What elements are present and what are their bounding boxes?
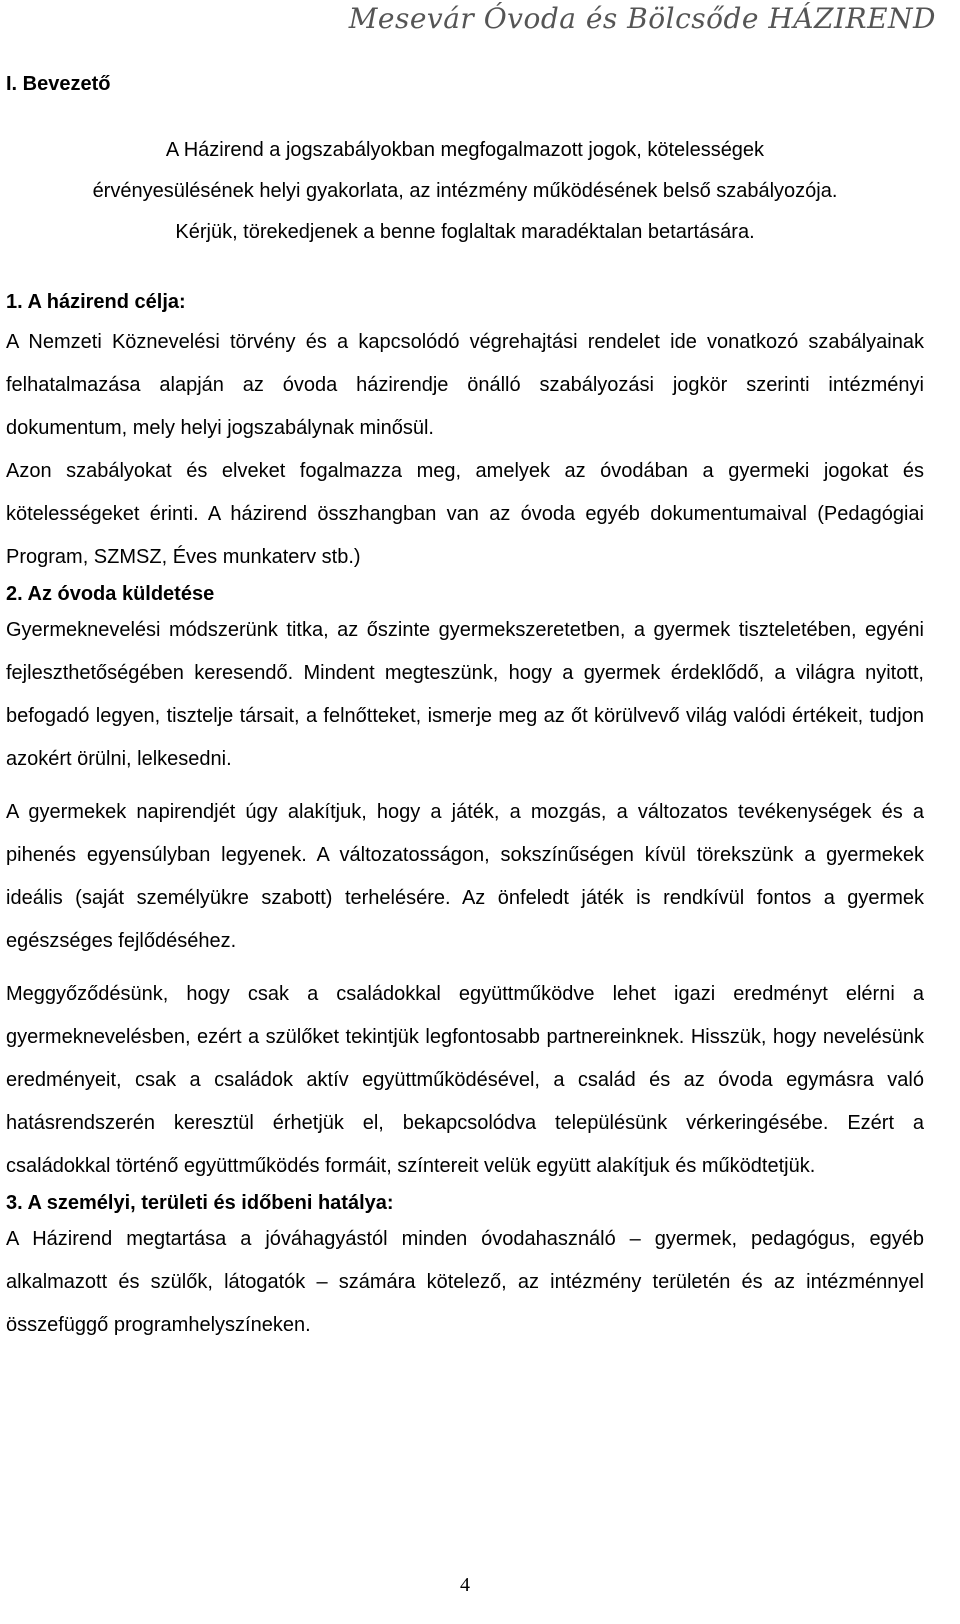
- subsection-heading-1: 1. A házirend célja:: [6, 291, 186, 313]
- subsection-heading-2: 2. Az óvoda küldetése: [6, 583, 215, 605]
- page-number: 4: [460, 1574, 470, 1596]
- paragraph: Azon szabályokat és elveket fogalmazza meg, amelyek az óvodában a gyermeki jogokat és kötelességeket érinti. A házirend összhangban van az óvoda egyéb dokumentumaival (Pedagógiai Program, SZMSZ, Éves munkaterv stb.): [6, 460, 924, 568]
- intro-line: érvényesülésének helyi gyakorlata, az intézmény működésének belső szabályozója.: [92, 180, 838, 202]
- paragraph: A Nemzeti Köznevelési törvény és a kapcsolódó végrehajtási rendelet ide vonatkozó szabályainak felhatalmazása alapján az óvoda házirendje önálló szabályozási jogkör szerinti intézményi dokumentum, mely helyi jogszabálynak minősül.: [6, 331, 924, 439]
- paragraph: Meggyőződésünk, hogy csak a családokkal együttműködve lehet igazi eredményt elérni a gyermeknevelésben, ezért a szülőket tekintjük legfontosabb partnereinknek. Hisszük, hogy nevelésünk eredményeit, csak a családok aktív együttműködésével, a család és az óvoda egymásra való hatásrendszerén keresztül érhetjük el, bekapcsolódva településünk vérkeringésébe. Ezért a családokkal történő együttműködés formáit, színtereit velük együtt alakítjuk és működtetjük.: [6, 983, 924, 1177]
- paragraph: A gyermekek napirendjét úgy alakítjuk, hogy a játék, a mozgás, a változatos tevékenységek és a pihenés egyensúlyban legyenek. A változatosságon, sokszínűségen kívül törekszünk a gyermekek ideális (saját személyükre szabott) terhelésére. Az önfeledt játék is rendkívül fontos a gyermek egészséges fejlődéséhez.: [6, 801, 924, 952]
- document-body: [6, 70, 924, 1347]
- running-header: Mesevár Óvoda és Bölcsőde HÁZIREND: [348, 2, 936, 35]
- section-heading: I. Bevezető: [6, 73, 111, 95]
- intro-paragraph: [6, 130, 924, 253]
- subsection-heading-3: 3. A személyi, területi és időbeni hatálya:: [6, 1192, 394, 1214]
- paragraph: Gyermeknevelési módszerünk titka, az őszinte gyermekszeretetben, a gyermek tiszteletében, egyéni fejleszthetőségében keresendő. Mindent megteszünk, hogy a gyermek érdeklődő, a világra nyitott, befogadó legyen, tisztelje társait, a felnőtteket, ismerje meg az őt körülvevő világ valódi értékeit, tudjon azokért örülni, lelkesedni.: [6, 619, 924, 770]
- intro-line: A Házirend a jogszabályokban megfogalmazott jogok, kötelességek: [165, 139, 765, 161]
- paragraph: A Házirend megtartása a jóváhagyástól minden óvodahasználó – gyermek, pedagógus, egyéb alkalmazott és szülők, látogatók – számára kötelező, az intézmény területén és az intézménnyel összefüggő programhelyszíneken.: [6, 1228, 924, 1336]
- intro-line: Kérjük, törekedjenek a benne foglaltak maradéktalan betartására.: [175, 221, 755, 243]
